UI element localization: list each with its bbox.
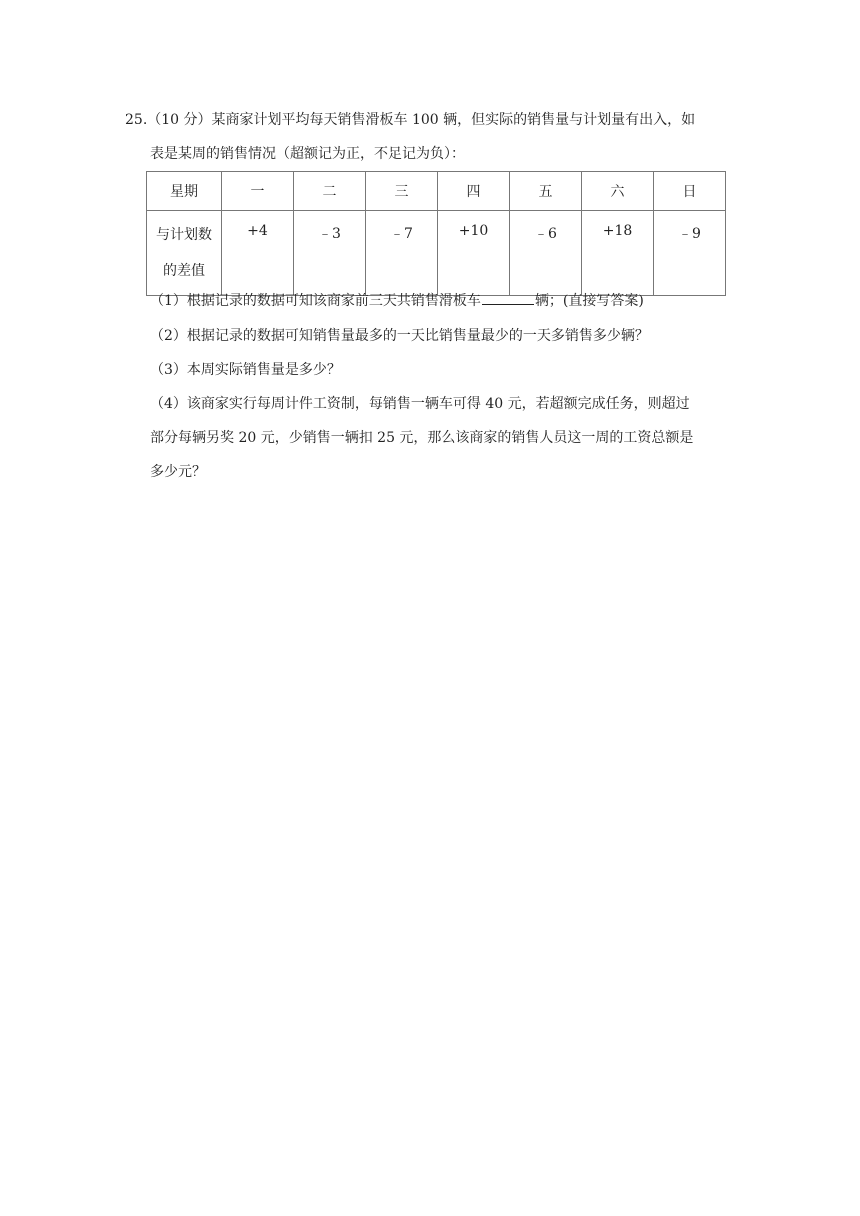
subquestion-4-line-1: （4）该商家实行每周计件工资制，每销售一辆车可得 40 元，若超额完成任务，则超过 [150,396,690,412]
value-cell: ﹣9 [654,211,726,296]
subquestion-3: （3）本周实际销售量是多少？ [150,362,341,378]
value-cell: ﹣6 [510,211,582,296]
subquestion-4-line-3: 多少元？ [150,464,206,480]
header-label-cell: 星期 [147,172,222,211]
subquestion-4-line-2: 部分每辆另奖 20 元，少销售一辆扣 25 元，那么该商家的销售人员这一周的工资总额是 [150,430,694,446]
question-stem-line-1: 25.（10 分）某商家计划平均每天销售滑板车 100 辆，但实际的销售量与计划量有出入，如 [125,112,696,128]
sales-difference-table [146,171,726,296]
value-cell: ﹣3 [294,211,366,296]
value-cell: +18 [582,211,654,296]
question-stem-line-2: 表是某周的销售情况（超额记为正，不足记为负）： [150,146,465,162]
value-cell: ﹣7 [366,211,438,296]
value-cell: +4 [222,211,294,296]
row-label-line-1: 与计划数 [156,227,212,243]
answer-blank[interactable] [482,290,534,305]
day-cell: 三 [366,172,438,211]
subquestion-2: （2）根据记录的数据可知销售量最多的一天比销售量最少的一天多销售多少辆？ [150,328,649,344]
day-cell: 日 [654,172,726,211]
value-cell: +10 [438,211,510,296]
subquestion-1-suffix: 辆；(直接写答案) [534,293,644,309]
row-label-line-2: 的差值 [163,263,205,279]
row-label-cell [147,211,222,296]
day-cell: 五 [510,172,582,211]
day-cell: 六 [582,172,654,211]
day-cell: 一 [222,172,294,211]
day-cell: 二 [294,172,366,211]
day-cell: 四 [438,172,510,211]
subquestion-1 [150,290,644,311]
subquestion-1-text: （1）根据记录的数据可知该商家前三天共销售滑板车 [150,293,481,309]
table-header-row [147,172,726,211]
table-value-row [147,211,726,296]
